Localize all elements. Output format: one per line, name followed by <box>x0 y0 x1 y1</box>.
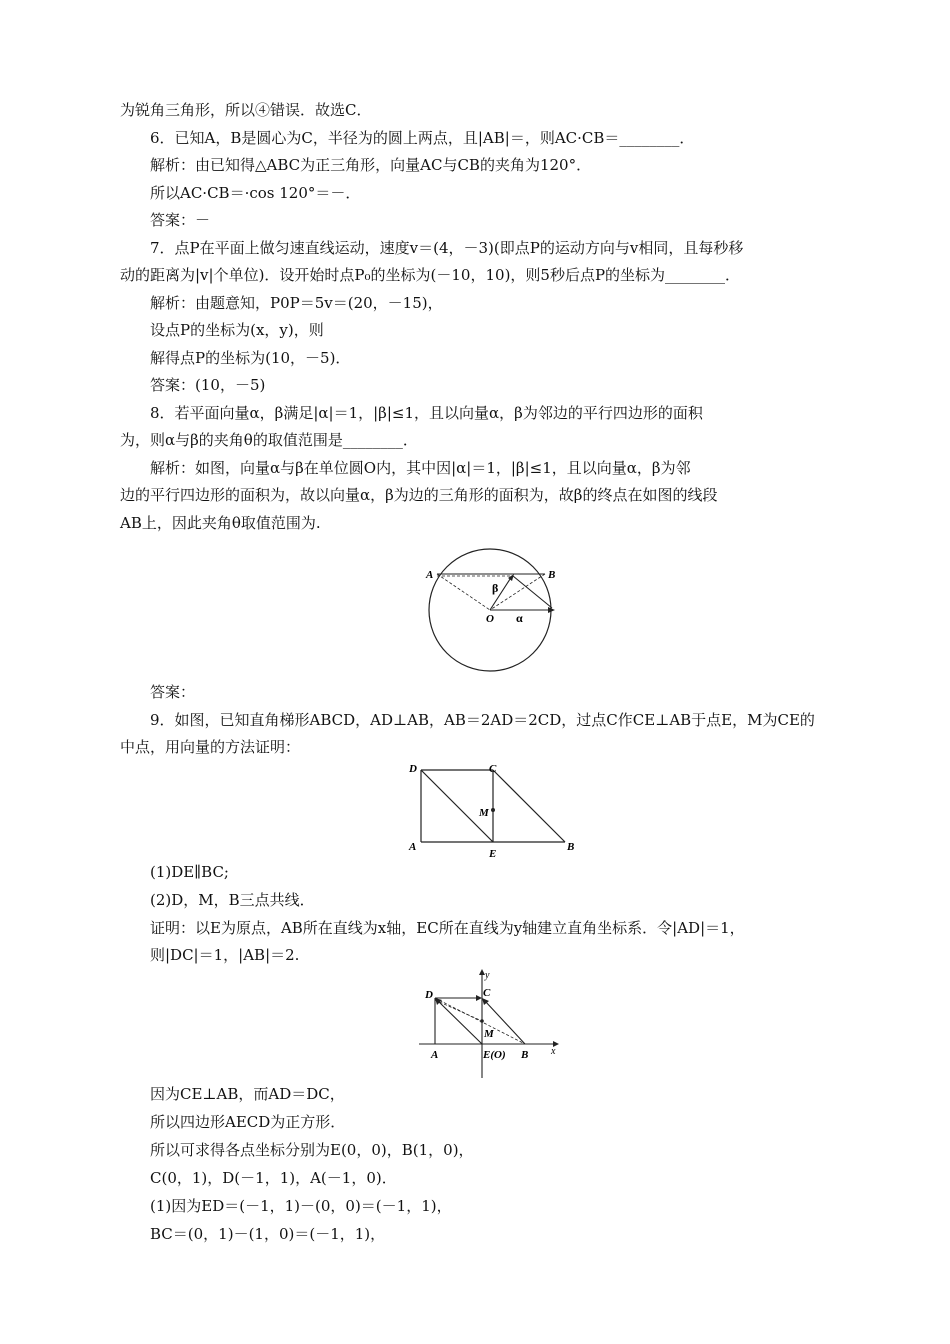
text-line: 解析：由题意知，P0P＝5v＝(20，－15)， <box>150 294 443 312</box>
text-line: 所以四边形AECD为正方形． <box>150 1113 346 1131</box>
text-line: 6．已知A，B是圆心为C，半径为的圆上两点，且|AB|＝，则AC·CB＝________． <box>150 129 695 147</box>
dashed-dm <box>435 1000 482 1021</box>
text-line: (2)D，M，B三点共线． <box>150 891 315 909</box>
label-x: x <box>551 1046 556 1057</box>
text-line: 7．点P在平面上做匀速直线运动，速度v＝(4，－3)(即点P的运动方向与v相同，且每秒移 <box>150 239 744 257</box>
label-d: D <box>409 763 417 775</box>
midpoint-m <box>480 1019 484 1023</box>
label-d: D <box>425 989 433 1001</box>
circle-figure <box>420 540 570 680</box>
trapezoid-figure <box>405 760 585 860</box>
text-line: 所以AC·CB＝·cos 120°＝－． <box>150 184 361 202</box>
text-line: (1)因为ED＝(－1，1)－(0，0)＝(－1，1)， <box>150 1197 452 1215</box>
label-y: y <box>485 970 490 981</box>
side-cb <box>493 770 565 842</box>
text-line: 边的平行四边形的面积为，故以向量α，β为边的三角形的面积为，故β的终点在如图的线段 <box>120 486 718 504</box>
text-line: 8．若平面向量α，β满足|α|＝1，|β|≤1，且以向量α，β为邻边的平行四边形的面积 <box>150 404 703 422</box>
label-c: C <box>489 763 497 775</box>
text-line: 答案：－ <box>150 211 211 229</box>
label-b: B <box>521 1049 529 1061</box>
text-line: 答案：(10，－5) <box>150 376 266 394</box>
text-line: 答案： <box>150 683 196 701</box>
text-line: 为，则α与β的夹角θ的取值范围是________． <box>120 431 418 449</box>
segment-de <box>421 770 493 842</box>
label-c: C <box>483 987 491 999</box>
dashed-oa <box>437 574 490 610</box>
text-line: 因为CE⊥AB，而AD＝DC， <box>150 1085 345 1103</box>
label-o: O <box>486 613 494 625</box>
text-line: 解析：由已知得△ABC为正三角形，向量AC与CB的夹角为120°． <box>150 156 592 174</box>
text-line: 设点P的坐标为(x，y)，则 <box>150 321 324 339</box>
text-line: 9．如图，已知直角梯形ABCD，AD⊥AB，AB＝2AD＝2CD，过点C作CE⊥AB于点E，M为CE的 <box>150 711 815 729</box>
label-m: M <box>479 807 489 819</box>
text-line: (1)DE∥BC; <box>150 863 229 881</box>
label-m: M <box>484 1028 494 1040</box>
label-a: A <box>409 841 417 853</box>
text-line: 动的距离为|v|个单位)．设开始时点P₀的坐标为(－10，10)，则5秒后点P的坐标为________． <box>120 266 741 284</box>
text-line: 中点，用向量的方法证明： <box>120 738 301 756</box>
label-eo: E(O) <box>483 1049 506 1061</box>
midpoint-m <box>491 808 495 812</box>
label-e: E <box>489 848 497 860</box>
text-line: 解得点P的坐标为(10，－5)． <box>150 349 351 367</box>
text-line: BC＝(0，1)－(1，0)＝(－1，1)， <box>150 1225 386 1243</box>
vector-ed <box>438 1001 482 1044</box>
label-alpha: α <box>516 611 523 625</box>
text-line: AB上，因此夹角θ取值范围为. <box>120 514 321 532</box>
text-line: 为锐角三角形，所以④错误．故选C． <box>120 101 372 119</box>
label-b: B <box>567 841 575 853</box>
label-beta: β <box>492 581 499 595</box>
label-b: B <box>548 569 556 581</box>
coordinate-figure <box>415 968 565 1082</box>
parallel-side <box>513 576 552 608</box>
text-line: 所以可求得各点坐标分别为E(0，0)，B(1，0)， <box>150 1141 474 1159</box>
label-a: A <box>426 569 434 581</box>
dashed-db <box>435 998 525 1044</box>
text-line: 则|DC|＝1，|AB|＝2. <box>150 946 300 964</box>
text-line: 证明：以E为原点，AB所在直线为x轴，EC所在直线为y轴建立直角坐标系．令|AD|＝1， <box>150 919 745 937</box>
label-a: A <box>431 1049 439 1061</box>
arrowhead <box>476 995 482 1001</box>
text-line: C(0，1)，D(－1，1)，A(－1，0)． <box>150 1169 397 1187</box>
text-line: 解析：如图，向量α与β在单位圆O内，其中因|α|＝1，|β|≤1，且以向量α，β为邻 <box>150 459 691 477</box>
